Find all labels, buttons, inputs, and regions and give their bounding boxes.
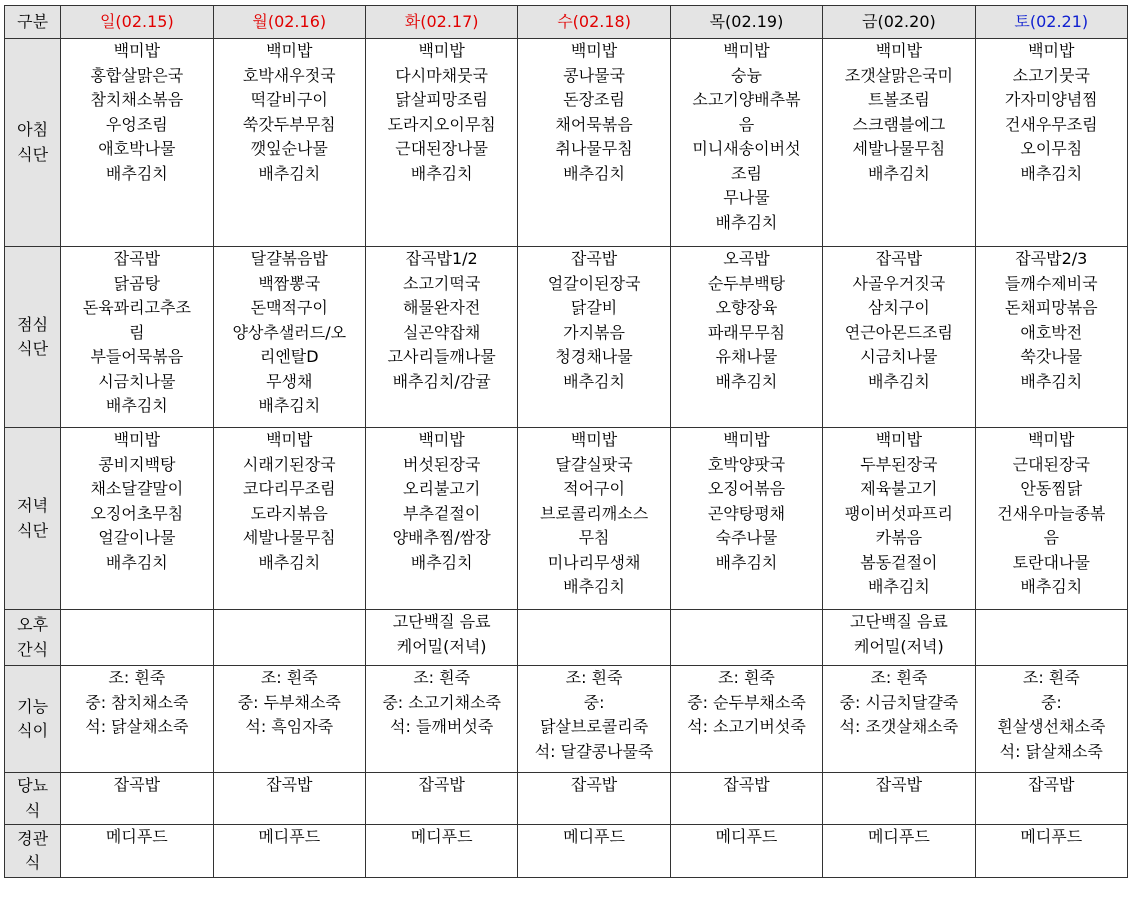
meal-cell-functional-diet-day3 (518, 666, 670, 773)
meal-cell-breakfast-day5 (823, 39, 975, 247)
row-label-line: 점심 (17, 314, 49, 334)
menu-item: 흰살생선채소죽 (997, 717, 1106, 736)
meal-cell-afternoon-snack-day6 (975, 610, 1127, 666)
day-header-fri: 금(02.20) (823, 6, 975, 39)
menu-item: 중: 순두부채소죽 (687, 692, 806, 712)
menu-item: 참치채소볶음 (90, 90, 184, 109)
menu-item: 석: 달걀콩나물죽 (534, 741, 654, 761)
meal-cell-dinner-day1 (213, 428, 365, 610)
menu-item: 잡곡밥 (418, 775, 465, 794)
meal-cell-dinner-day0 (61, 428, 213, 610)
menu-item: 석: 닭살채소죽 (999, 741, 1103, 761)
menu-item: 배추김치/감귤 (392, 371, 491, 391)
menu-item: 백짬뽕국 (258, 273, 321, 293)
menu-item: 잡곡밥2/3 (1015, 249, 1088, 268)
menu-item: 해물완자전 (403, 298, 481, 317)
meal-cell-afternoon-snack-day0 (61, 610, 213, 666)
menu-item: 오향장육 (715, 298, 778, 317)
row-label-afternoon-snack (5, 610, 61, 666)
menu-item: 근대된장국 (1012, 454, 1090, 474)
menu-item: 깻잎순나물 (250, 139, 328, 158)
row-label-line: 아침 (17, 120, 49, 139)
menu-item: 배추김치 (867, 577, 930, 596)
menu-item: 배추김치 (105, 163, 168, 183)
menu-item: 버섯된장국 (403, 454, 481, 474)
menu-item: 백미밥 (1028, 430, 1075, 449)
day-header-sun: 일(02.15) (61, 6, 213, 39)
menu-item: 무생채 (266, 371, 313, 391)
menu-item: 가지볶음 (563, 322, 625, 342)
menu-item: 취나물무침 (555, 139, 633, 158)
meal-cell-tube-feeding-day6 (975, 825, 1127, 878)
menu-item: 건새우마늘종볶 (997, 503, 1106, 523)
menu-item: 부추겉절이 (403, 503, 481, 523)
menu-item: 돈채피망볶음 (1004, 298, 1098, 317)
row-label-line: 식 (24, 853, 41, 872)
menu-item: 메디푸드 (105, 827, 168, 846)
meal-cell-dinner-day3 (518, 428, 670, 610)
menu-item: 메디푸드 (1020, 827, 1083, 846)
menu-item: 배추김치 (1020, 163, 1083, 183)
meal-cell-afternoon-snack-day5 (823, 610, 975, 666)
menu-item: 조: 흰죽 (718, 668, 775, 687)
menu-item: 시금치나물 (98, 371, 176, 391)
menu-item: 애호박전 (1020, 322, 1083, 342)
menu-item: 잡곡밥 (875, 249, 923, 268)
menu-item: 석: 소고기버섯죽 (687, 717, 806, 736)
row-label-line: 오후 (17, 615, 49, 634)
menu-item: 배추김치 (1020, 577, 1083, 596)
menu-item: 석: 들깨버섯죽 (390, 717, 494, 736)
meal-cell-breakfast-day3 (518, 39, 670, 247)
menu-item: 배추김치 (105, 552, 168, 572)
menu-item: 중: (1040, 692, 1062, 712)
menu-item: 도라지오이무침 (387, 114, 496, 134)
menu-item: 조갯살맑은국미 (844, 65, 953, 85)
meal-cell-tube-feeding-day0 (61, 825, 213, 878)
menu-item: 백미밥 (570, 430, 618, 449)
row-afternoon-snack (5, 610, 1128, 666)
meal-cell-diabetic-diet-day1 (213, 773, 365, 825)
menu-item: 순두부백탕 (707, 273, 786, 293)
menu-item: 도라지볶음 (250, 503, 328, 523)
meal-cell-afternoon-snack-day3 (518, 610, 670, 666)
menu-item: 스크램블에그 (852, 114, 946, 134)
menu-item: 배추김치 (563, 577, 625, 596)
menu-item: 백미밥 (113, 41, 161, 60)
meal-cell-diabetic-diet-day2 (365, 773, 517, 825)
menu-item: 닭살브로콜리죽 (539, 717, 649, 736)
menu-item: 케어밀(저녁) (396, 636, 487, 656)
meal-cell-lunch-day0 (61, 247, 213, 428)
menu-item: 리엔탈D (259, 347, 319, 366)
meal-cell-functional-diet-day1 (213, 666, 365, 773)
menu-item: 메디푸드 (258, 827, 321, 846)
menu-item: 두부된장국 (860, 454, 938, 474)
menu-item: 잡곡밥 (570, 249, 618, 268)
menu-item: 메디푸드 (715, 827, 778, 846)
menu-item: 카볶음 (875, 528, 923, 547)
meal-cell-tube-feeding-day3 (518, 825, 670, 878)
menu-item: 곤약탕평채 (707, 503, 786, 523)
row-label-line: 경관 (17, 828, 49, 848)
menu-item: 오징어볶음 (707, 479, 786, 498)
day-header-sat: 토(02.21) (975, 6, 1127, 39)
menu-item: 중: 소고기채소죽 (382, 692, 501, 712)
menu-item: 숭늉 (731, 65, 762, 85)
meal-cell-functional-diet-day5 (823, 666, 975, 773)
menu-item: 연근아몬드조림 (844, 322, 953, 342)
row-label-line: 간식 (17, 639, 49, 659)
day-header-wed: 수(02.18) (518, 6, 670, 39)
day-header-tue: 화(02.17) (365, 6, 517, 39)
menu-item: 잡곡밥 (875, 775, 923, 794)
meal-cell-breakfast-day1 (213, 39, 365, 247)
menu-item: 배추김치 (258, 552, 321, 572)
menu-item: 잡곡밥 (723, 775, 770, 794)
row-label-line: 저녁 (17, 496, 49, 515)
row-lunch (5, 247, 1128, 428)
menu-item: 배추김치 (563, 163, 625, 183)
menu-item: 돈장조림 (563, 90, 625, 109)
menu-item: 세발나물무침 (852, 139, 946, 158)
menu-item: 음 (738, 114, 755, 134)
menu-item: 가자미양념찜 (1004, 90, 1098, 109)
day-header-mon: 월(02.16) (213, 6, 365, 39)
menu-item: 부들어묵볶음 (90, 347, 184, 366)
menu-item: 미니새송이버섯 (692, 139, 801, 158)
row-label-line: 식 (24, 800, 41, 820)
menu-item: 오징어초무침 (90, 503, 184, 523)
menu-item: 돈맥적구이 (250, 298, 328, 317)
menu-item: 양상추샐러드/오 (232, 322, 347, 342)
menu-item: 백미밥 (418, 430, 465, 449)
meal-cell-diabetic-diet-day6 (975, 773, 1127, 825)
menu-item: 고단백질 음료 (392, 612, 491, 631)
menu-item: 잡곡밥 (1028, 775, 1075, 794)
row-label-functional-diet (5, 666, 61, 773)
menu-item: 미나리무생채 (547, 552, 641, 572)
menu-item: 쑥갓두부무침 (242, 114, 336, 134)
menu-item: 사골우거짓국 (852, 273, 946, 293)
meal-cell-functional-diet-day4 (670, 666, 822, 773)
meal-cell-diabetic-diet-day4 (670, 773, 822, 825)
menu-item: 애호박나물 (98, 139, 176, 158)
row-label-dinner (5, 428, 61, 610)
menu-item: 우엉조림 (105, 114, 168, 134)
menu-item: 백미밥 (418, 41, 465, 60)
menu-item: 돈육꽈리고추조 (82, 298, 191, 317)
menu-item: 조림 (731, 163, 762, 183)
meal-cell-tube-feeding-day2 (365, 825, 517, 878)
menu-item: 소고기양배추볶 (692, 90, 801, 109)
menu-item: 백미밥 (875, 430, 923, 449)
meal-cell-dinner-day6 (975, 428, 1127, 610)
weekly-meal-table (4, 5, 1128, 878)
menu-item: 배추김치 (410, 163, 473, 183)
menu-item: 닭곰탕 (113, 273, 161, 293)
menu-item: 콩나물국 (563, 65, 625, 85)
menu-item: 백미밥 (875, 41, 923, 60)
menu-item: 잡곡밥 (113, 775, 161, 794)
menu-item: 호박새우젓국 (242, 65, 336, 85)
menu-item: 배추김치 (410, 552, 473, 572)
meal-cell-lunch-day3 (518, 247, 670, 428)
menu-item: 시금치나물 (860, 347, 938, 366)
menu-item: 조: 흰죽 (870, 668, 928, 687)
meal-cell-breakfast-day2 (365, 39, 517, 247)
menu-item: 트볼조림 (867, 90, 930, 109)
menu-item: 무침 (578, 528, 610, 547)
menu-item: 백미밥 (570, 41, 618, 60)
row-label-line: 식단 (17, 144, 49, 164)
menu-item: 근대된장나물 (395, 139, 489, 158)
menu-item: 청경채나물 (555, 347, 633, 366)
menu-item: 메디푸드 (410, 827, 473, 846)
menu-item: 오이무침 (1020, 139, 1083, 158)
menu-item: 소고기뭇국 (1012, 65, 1090, 85)
meal-cell-diabetic-diet-day3 (518, 773, 670, 825)
menu-item: 조: 흰죽 (260, 668, 318, 687)
menu-item: 배추김치 (715, 212, 778, 232)
menu-item: 브로콜리깨소스 (539, 503, 649, 523)
menu-item: 백미밥 (266, 41, 313, 60)
menu-item: 채어묵볶음 (555, 114, 633, 134)
meal-cell-lunch-day5 (823, 247, 975, 428)
menu-item: 소고기떡국 (403, 273, 481, 293)
row-label-breakfast (5, 39, 61, 247)
menu-item: 배추김치 (715, 371, 778, 391)
menu-item: 시래기된장국 (242, 454, 336, 474)
day-header-thu: 목(02.19) (670, 6, 822, 39)
meal-cell-functional-diet-day6 (975, 666, 1127, 773)
meal-cell-afternoon-snack-day2 (365, 610, 517, 666)
menu-item: 잡곡밥 (266, 775, 313, 794)
menu-item: 파래무무침 (707, 322, 786, 342)
menu-item: 호박양팟국 (707, 454, 786, 474)
menu-item: 적어구이 (563, 479, 625, 498)
meal-cell-diabetic-diet-day0 (61, 773, 213, 825)
row-tube-feeding (5, 825, 1128, 878)
menu-item: 닭살피망조림 (395, 90, 489, 109)
menu-item: 얼갈이나물 (98, 528, 176, 547)
menu-item: 음 (1043, 528, 1060, 547)
meal-cell-afternoon-snack-day4 (670, 610, 822, 666)
menu-item: 배추김치 (867, 371, 930, 391)
menu-item: 다시마채뭇국 (395, 65, 489, 85)
menu-item: 코다리무조림 (242, 479, 336, 498)
menu-item: 양배추찜/쌈장 (392, 528, 491, 547)
menu-item: 케어밀(저녁) (853, 636, 944, 656)
meal-cell-breakfast-day6 (975, 39, 1127, 247)
menu-item: 백미밥 (723, 41, 770, 60)
row-label-lunch (5, 247, 61, 428)
menu-item: 중: 두부채소죽 (237, 692, 341, 712)
menu-item: 떡갈비구이 (250, 90, 328, 109)
header-corner: 구분 (5, 6, 61, 39)
menu-item: 조: 흰죽 (413, 668, 471, 687)
row-label-line: 당뇨 (17, 776, 49, 795)
menu-item: 메디푸드 (867, 827, 930, 846)
menu-item: 채소달걀말이 (90, 479, 184, 498)
meal-cell-dinner-day4 (670, 428, 822, 610)
menu-item: 홍합살맑은국 (90, 65, 184, 85)
meal-cell-tube-feeding-day1 (213, 825, 365, 878)
menu-item: 림 (129, 322, 145, 342)
row-dinner (5, 428, 1128, 610)
menu-item: 석: 조갯살채소죽 (839, 717, 959, 736)
meal-cell-breakfast-day0 (61, 39, 213, 247)
menu-item: 중: 시금치달걀죽 (839, 692, 959, 712)
menu-item: 팽이버섯파프리 (844, 503, 953, 523)
menu-item: 콩비지백탕 (98, 454, 176, 474)
menu-item: 백미밥 (1028, 41, 1075, 60)
menu-item: 유채나물 (715, 347, 778, 366)
meal-cell-tube-feeding-day4 (670, 825, 822, 878)
row-label-line: 식단 (17, 339, 49, 358)
meal-cell-functional-diet-day2 (365, 666, 517, 773)
menu-item: 조: 흰죽 (565, 668, 623, 687)
menu-item: 중: 참치채소죽 (85, 692, 189, 712)
menu-item: 오리불고기 (403, 479, 481, 498)
meal-cell-tube-feeding-day5 (823, 825, 975, 878)
menu-item: 제육불고기 (860, 479, 938, 498)
menu-item: 실곤약잡채 (403, 322, 481, 342)
menu-item: 잡곡밥1/2 (405, 249, 478, 268)
menu-item: 고사리들깨나물 (387, 347, 496, 366)
menu-item: 배추김치 (715, 552, 778, 572)
menu-item: 삼치구이 (867, 298, 930, 317)
row-label-line: 식단 (17, 520, 49, 540)
menu-item: 토란대나물 (1012, 552, 1090, 572)
meal-cell-lunch-day2 (365, 247, 517, 428)
meal-cell-lunch-day4 (670, 247, 822, 428)
menu-item: 고단백질 음료 (849, 612, 948, 631)
menu-item: 중: (583, 692, 605, 712)
menu-item: 배추김치 (105, 396, 168, 415)
menu-item: 숙주나물 (715, 528, 778, 547)
menu-item: 배추김치 (867, 163, 930, 183)
menu-item: 건새우무조림 (1004, 114, 1098, 134)
menu-item: 배추김치 (258, 163, 321, 183)
row-label-line: 기능 (17, 696, 49, 716)
meal-cell-diabetic-diet-day5 (823, 773, 975, 825)
meal-cell-functional-diet-day0 (61, 666, 213, 773)
meal-cell-lunch-day1 (213, 247, 365, 428)
menu-item: 배추김치 (1020, 371, 1083, 391)
menu-item: 안동찜닭 (1020, 479, 1083, 498)
menu-item: 백미밥 (266, 430, 313, 449)
menu-item: 잡곡밥 (570, 775, 618, 794)
menu-item: 들깨수제비국 (1004, 273, 1098, 293)
menu-item: 달걀볶음밥 (250, 249, 328, 268)
row-label-diabetic-diet (5, 773, 61, 825)
menu-item: 메디푸드 (563, 827, 625, 846)
meal-cell-afternoon-snack-day1 (213, 610, 365, 666)
menu-item: 달걀실팟국 (555, 454, 633, 474)
row-diabetic-diet (5, 773, 1128, 825)
menu-item: 쑥갓나물 (1020, 347, 1083, 366)
menu-item: 봄동겉절이 (860, 552, 938, 572)
row-label-line: 식이 (17, 721, 49, 740)
meal-cell-dinner-day5 (823, 428, 975, 610)
meal-cell-breakfast-day4 (670, 39, 822, 247)
row-breakfast (5, 39, 1128, 247)
menu-item: 백미밥 (113, 430, 161, 449)
row-functional-diet (5, 666, 1128, 773)
menu-item: 배추김치 (258, 396, 321, 415)
menu-item: 무나물 (723, 188, 770, 207)
menu-item: 닭갈비 (570, 298, 618, 317)
meal-cell-lunch-day6 (975, 247, 1127, 428)
menu-item: 백미밥 (723, 430, 770, 449)
menu-item: 세발나물무침 (242, 528, 336, 547)
menu-item: 잡곡밥 (113, 249, 161, 268)
menu-item: 조: 흰죽 (108, 668, 166, 687)
meal-cell-dinner-day2 (365, 428, 517, 610)
menu-item: 조: 흰죽 (1022, 668, 1080, 687)
menu-item: 오곡밥 (723, 249, 770, 268)
menu-item: 석: 흑임자죽 (245, 717, 334, 736)
menu-item: 석: 닭살채소죽 (85, 717, 189, 736)
header-row (5, 6, 1128, 39)
menu-item: 배추김치 (563, 371, 625, 391)
row-label-tube-feeding (5, 825, 61, 878)
menu-item: 얼갈이된장국 (547, 273, 641, 293)
